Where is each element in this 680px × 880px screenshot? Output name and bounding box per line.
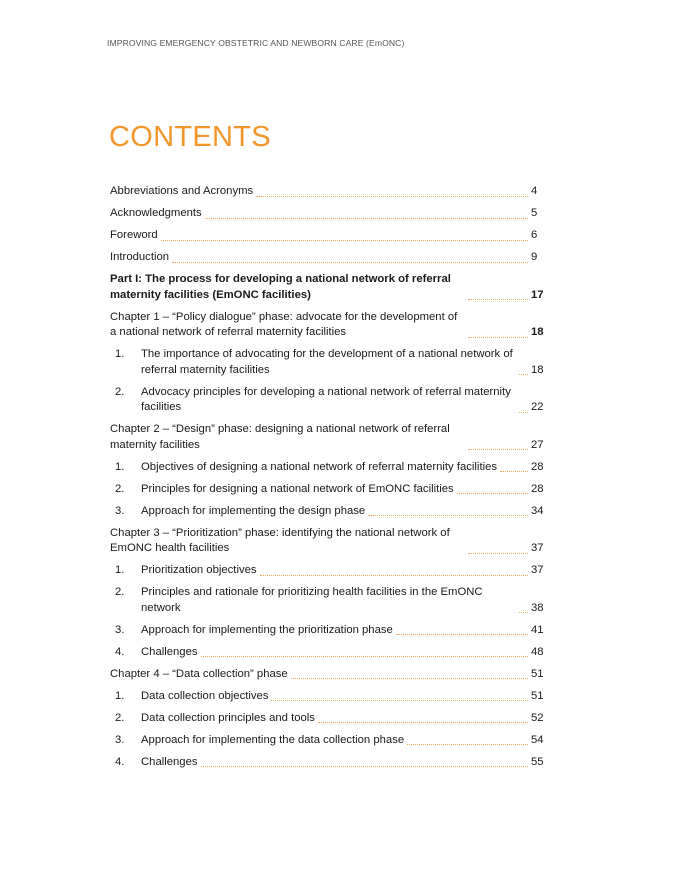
dot-leader [256,196,528,197]
toc-entry[interactable] [110,228,548,244]
toc-entry[interactable] [110,504,548,520]
toc-entry-number: 1. [115,564,125,576]
toc-page-number: 34 [531,504,544,517]
toc-page-number: 9 [531,251,538,263]
toc-entry[interactable] [110,347,548,378]
toc-entry-title: 1. The importance of advocating for the development of a national network of referral maternity facilities [115,348,513,376]
toc-entry[interactable] [110,585,548,616]
dot-leader [396,634,528,635]
dot-leader [468,299,528,300]
dot-leader [172,262,528,263]
toc-entry-title: 2. Principles for designing a national network of EmONC facilities [128,482,457,498]
toc-entry-title: Part I: The process for developing a national network of referral maternity facilities (EmONC facilities) [110,273,451,301]
dot-leader [468,449,528,450]
toc-page-number: 37 [531,542,544,554]
toc-entry-title: 2. Principles and rationale for prioritizing health facilities in the EmONC network [115,586,483,614]
toc-page-number: 55 [531,755,544,768]
toc-entry[interactable] [110,733,548,749]
dot-leader [468,553,528,554]
toc-entry-number: 1. [115,689,125,702]
toc-entry[interactable] [110,184,548,200]
dot-leader [457,493,528,494]
page-title: CONTENTS [109,121,271,153]
toc-entry[interactable] [110,482,548,498]
toc-entry[interactable] [110,711,548,727]
toc-entry-number: 1. [115,348,125,360]
toc-entry[interactable] [110,563,548,579]
toc-entry[interactable] [110,385,548,416]
toc-entry[interactable] [110,667,548,683]
toc-entry[interactable] [110,272,548,303]
toc-entry[interactable] [110,755,548,771]
toc-page-number: 52 [531,711,544,724]
dot-leader [519,412,528,413]
toc-entry-number: 4. [115,755,125,768]
dot-leader [500,471,528,472]
toc-entry[interactable] [110,689,548,705]
toc-page-number: 4 [531,185,538,197]
toc-entry-title: 2. Data collection principles and tools [128,711,318,727]
dot-leader [291,678,528,679]
toc-entry-number: 2. [115,482,125,495]
toc-entry-title: 1. Data collection objectives [128,689,271,705]
dot-leader [519,374,528,375]
toc-page-number: 54 [531,733,544,746]
toc-entry[interactable] [110,645,548,661]
toc-page-number: 27 [531,438,544,451]
toc-page-number: 5 [531,207,538,219]
running-header: IMPROVING EMERGENCY OBSTETRIC AND NEWBORN CARE (EmONC) [107,38,405,48]
toc-page-number: 51 [531,689,544,702]
toc-page-number: 37 [531,564,544,576]
toc-entry-number: 3. [115,623,125,636]
toc-page-number: 17 [531,288,544,301]
toc-entry-number: 3. [115,733,125,746]
dot-leader [271,700,528,701]
toc-entry-title: 3. Approach for implementing the data collection phase [128,733,407,749]
toc-entry[interactable] [110,526,548,557]
toc-page-number: 38 [531,601,544,614]
dot-leader [519,612,528,613]
toc-entry-title: 4. Challenges [128,645,201,661]
toc-entry-title: 1. Objectives of designing a national network of referral maternity facilities [128,460,500,476]
toc-page-number: 18 [531,363,544,376]
toc-entry-number: 3. [115,504,125,517]
dot-leader [201,656,528,657]
toc-entry[interactable] [110,422,548,453]
dot-leader [161,240,528,241]
dot-leader [407,744,528,745]
toc-entry[interactable] [110,460,548,476]
toc-page-number: 22 [531,401,544,413]
toc-entry-number: 2. [115,711,125,724]
toc-page-number: 48 [531,645,544,658]
toc-entry-number: 2. [115,385,125,398]
toc-entry[interactable] [110,250,548,266]
toc-entry-number: 4. [115,645,125,658]
toc-entry-title: Chapter 2 – “Design” phase: designing a national network of referral maternity facilities [110,423,450,451]
toc-entry[interactable] [110,206,548,222]
toc-entry-number: 1. [115,460,125,473]
toc-entry-title: 2. Advocacy principles for developing a national network of referral maternity facilities [115,385,511,413]
toc-entry-title: Acknowledgments [110,207,202,219]
toc-entry-title: Foreword [110,229,158,241]
toc-page-number: 51 [531,667,544,680]
dot-leader [368,515,528,516]
toc-entry-title: Chapter 3 – “Prioritization” phase: identifying the national network of EmONC health facilities [110,526,450,554]
toc-entry[interactable] [110,310,548,341]
toc-entry-number: 2. [115,586,125,598]
dot-leader [205,218,528,219]
dot-leader [468,337,528,338]
toc-page-number: 6 [531,229,538,241]
toc-entry-title: Chapter 4 – “Data collection” phase [110,667,288,680]
toc-entry[interactable] [110,623,548,639]
toc-entry-title: 3. Approach for implementing the design phase [128,504,368,520]
toc-entry-title: 1. Prioritization objectives [128,563,260,579]
dot-leader [201,766,528,767]
table-of-contents [110,184,548,777]
toc-page-number: 28 [531,482,544,495]
toc-page-number: 18 [531,326,544,338]
toc-entry-title: Chapter 1 – “Policy dialogue” phase: advocate for the development of a national network of referral maternity facilities [110,310,458,338]
toc-page-number: 28 [531,460,544,473]
dot-leader [318,722,528,723]
toc-page-number: 41 [531,623,544,636]
toc-entry-title: Introduction [110,251,170,263]
dot-leader [260,575,528,576]
toc-entry-title: Abbreviations and Acronyms [110,185,254,197]
toc-entry-title: 4. Challenges [128,755,201,771]
toc-entry-title: 3. Approach for implementing the prioritization phase [128,623,396,639]
